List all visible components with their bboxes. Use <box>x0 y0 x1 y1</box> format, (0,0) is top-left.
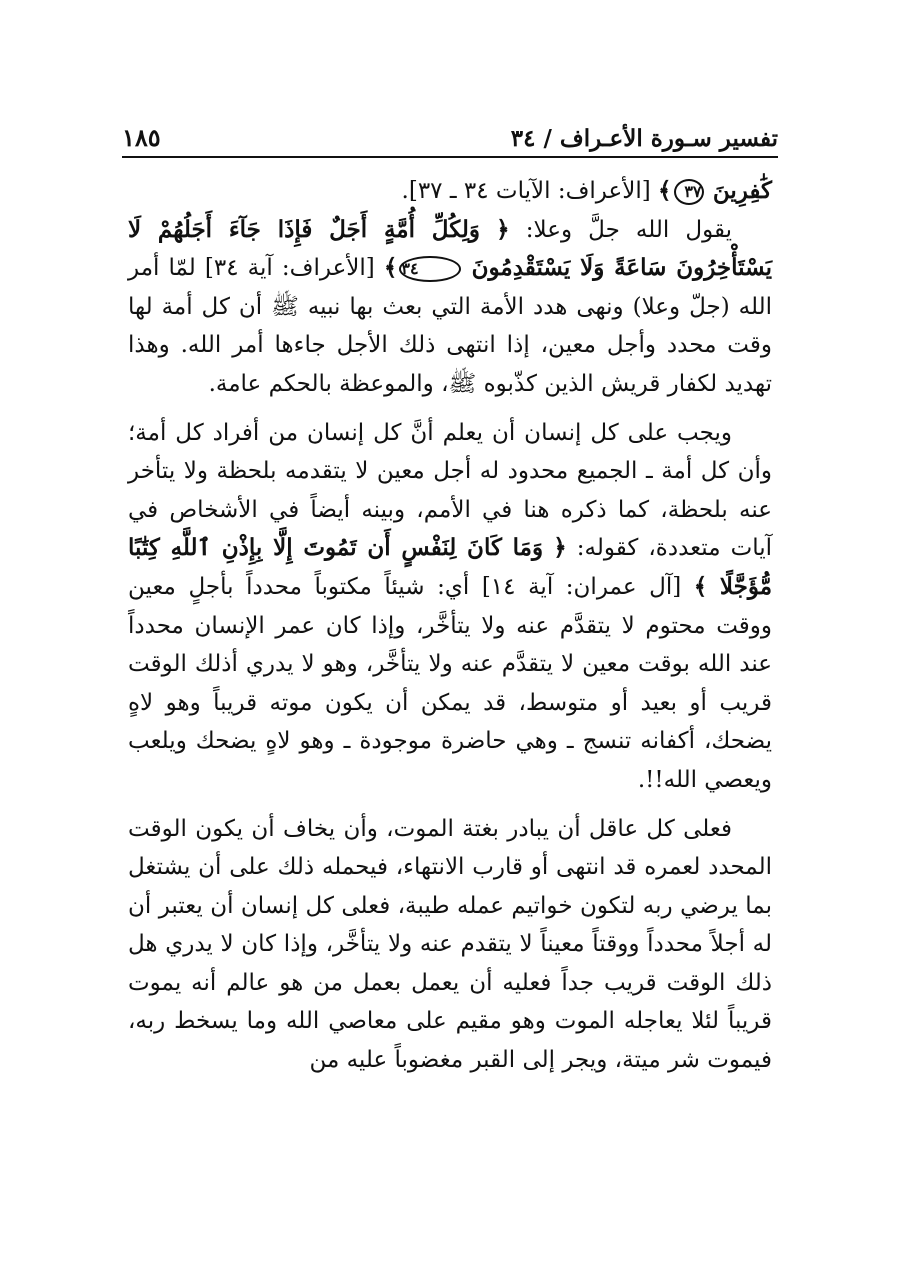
paragraph-2 <box>128 414 772 800</box>
quran-verse: وَمَا كَانَ لِنَفْسٍ أَن تَمُوتَ إِلَّا بِإِذْنِ ٱللَّهِ كِتَٰبًا مُّؤَجَّلًا <box>128 534 773 600</box>
paragraph-verse-end <box>128 172 772 211</box>
running-header <box>122 112 778 152</box>
paragraph-text: فعلى كل عاقل أن يبادر بغتة الموت، وأن يخاف أن يكون الوقت المحدد لعمره قد انتهى أو قارب الانتهاء، فيحمله ذلك على أن يشتغل بما يرضي ربه لتكون خواتيم عمله طيبة، فعلى كل إنسان أن يعتبر أن له أجلاً محدداً ووقتاً معيناً لا يتقدم عنه ولا يتأخَّر، وإذا كان لا يدري هل ذلك الوقت قريب جداً فعليه أن يعمل بعمل من هو عالم أنه يموت قريباً لئلا يعاجله الموت وهو مقيم على معاصي الله وما يسخط ربه، فيموت شر ميتة، ويجر إلى القبر مغضوباً عليه من <box>128 815 772 1074</box>
verse-close-bracket: ﴾ <box>383 254 398 282</box>
verse-reference: [الأعراف: الآيات ٣٤ ـ ٣٧]. <box>401 178 651 204</box>
quran-verse: وَلِكُلِّ أُمَّةٍ أَجَلٌ فَإِذَا جَآءَ أَجَلُهُمْ لَا يَسْتَأْخِرُونَ سَاعَةً وَلَا يَسْتَقْدِمُونَ <box>128 215 772 282</box>
paragraph-text: [آل عمران: آية ١٤] أي: شيئاً مكتوباً محدداً بأجلٍ معين ووقت محتوم لا يتقدَّم عنه ولا يتأخَّر، وإذا كان عمر الإنسان محدداً عند الله بوقت معين لا يتقدَّم عنه ولا يتأخَّر، وهو لا يدري أذلك الوقت قريب أو بعيد أو متوسط، قد يمكن أن يكون موته قريباً وهو لاهٍ يضحك، أكفانه تنسج ـ وهي حاضرة موجودة ـ وهو لاهٍ يضحك ويلعب ويعصي الله!!. <box>128 573 772 793</box>
verse-open-bracket: ﴿ <box>496 215 510 243</box>
verse-close-bracket: ﴾ <box>693 572 708 600</box>
verse-close-bracket: ﴾ <box>658 177 672 204</box>
verse-open-bracket: ﴿ <box>553 534 567 562</box>
paragraph-1 <box>128 211 772 404</box>
header-divider <box>122 156 778 158</box>
quran-verse-fragment: كَٰفِرِينَ <box>712 177 772 204</box>
paragraph-3 <box>128 810 772 1080</box>
paragraph-text: ويجب على كل إنسان أن يعلم أنَّ كل إنسان من أفراد كل أمة؛ وأن كل أمة ـ الجميع محدود له أجل معين لا يتقدمه بلحظة ولا يتأخر عنه بلحظة، كما ذكره هنا في الأمم، وبينه أيضاً في الأشخاص في آيات متعددة، كقوله: <box>128 419 773 562</box>
paragraph-text: [الأعراف: آية ٣٤] لمّا أمر الله (جلّ وعلا) ونهى هدد الأمة التي بعث بها نبيه ﷺ أن كل أمة لها وقت محدد وأجل معين، إذا انتهى ذلك الأجل جاءها أمر الله. وهذا تهديد لكفار قريش الذين كذّبوه ﷺ، والموعظة بالحكم عامة. <box>128 255 772 397</box>
page-number: ١٨٥ <box>122 123 161 152</box>
ayah-number-marker: ٣٤ <box>399 256 460 282</box>
paragraph-intro: يقول الله جلَّ وعلا: <box>525 216 732 243</box>
ayah-number-marker: ٣٧ <box>674 179 704 205</box>
page-body <box>128 172 772 1080</box>
running-title: تفسير سـورة الأعـراف / ٣٤ <box>510 125 778 152</box>
